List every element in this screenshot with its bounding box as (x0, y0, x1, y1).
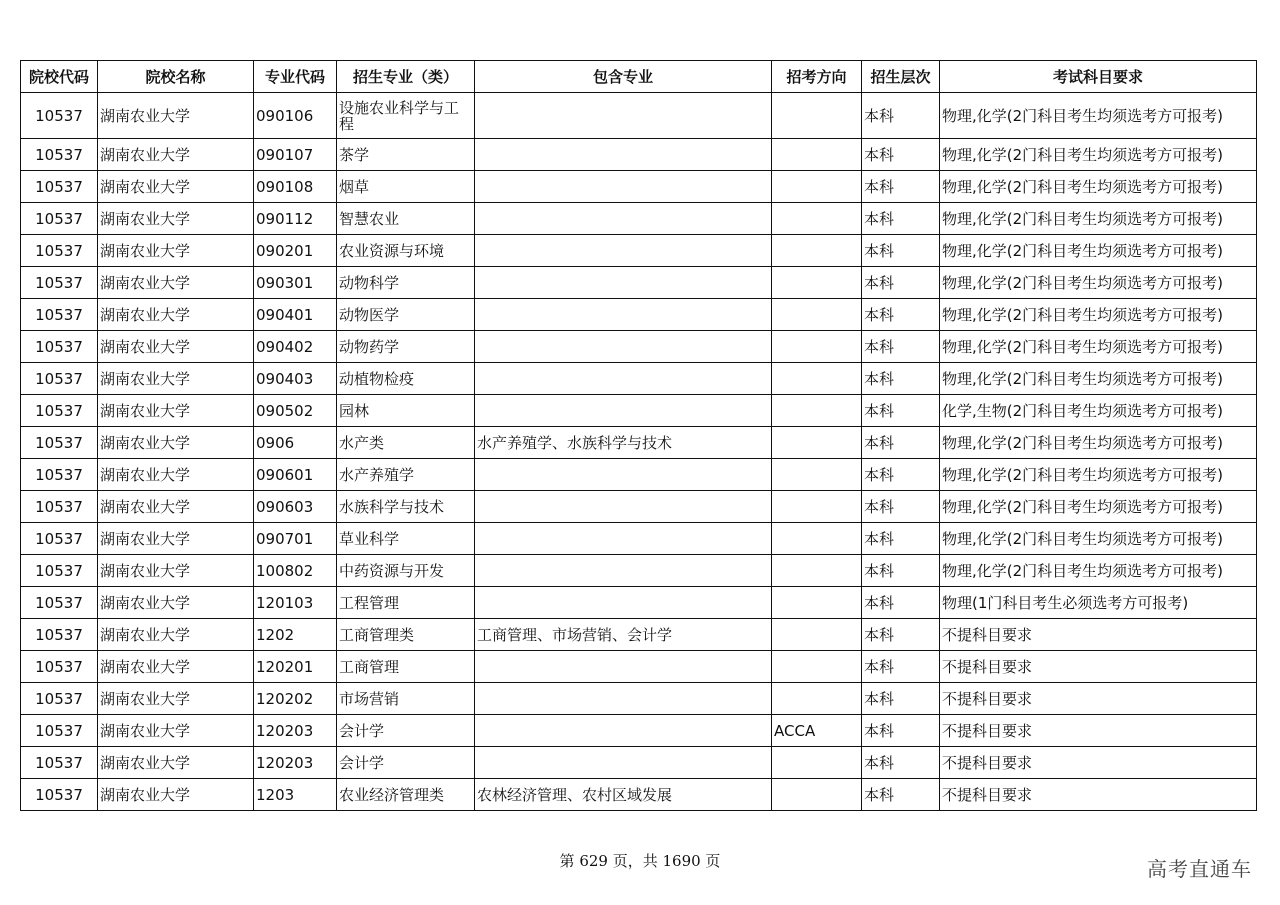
cell-subject-requirement: 物理,化学(2门科目考生均须选考方可报考) (940, 235, 1257, 267)
cell-direction (772, 523, 862, 555)
cell-subject-requirement: 物理,化学(2门科目考生均须选考方可报考) (940, 331, 1257, 363)
cell-included-majors (475, 683, 772, 715)
cell-included-majors (475, 267, 772, 299)
cell-major-name: 动物医学 (337, 299, 475, 331)
cell-major-code: 120103 (254, 587, 337, 619)
cell-direction (772, 427, 862, 459)
cell-direction (772, 459, 862, 491)
cell-school-name: 湖南农业大学 (98, 459, 254, 491)
table-row (21, 715, 1257, 747)
cell-school-code: 10537 (21, 299, 98, 331)
cell-subject-requirement: 物理,化学(2门科目考生均须选考方可报考) (940, 93, 1257, 139)
table-row (21, 395, 1257, 427)
table-row (21, 683, 1257, 715)
cell-major-code: 120203 (254, 715, 337, 747)
cell-major-code: 090402 (254, 331, 337, 363)
cell-major-name: 会计学 (337, 747, 475, 779)
cell-major-name: 农业经济管理类 (337, 779, 475, 811)
table-row (21, 93, 1257, 139)
cell-major-code: 1203 (254, 779, 337, 811)
cell-major-name: 动物科学 (337, 267, 475, 299)
cell-included-majors (475, 171, 772, 203)
header-major-name: 招生专业（类） (337, 61, 475, 93)
cell-school-name: 湖南农业大学 (98, 491, 254, 523)
cell-major-name: 烟草 (337, 171, 475, 203)
cell-school-name: 湖南农业大学 (98, 331, 254, 363)
cell-major-code: 090301 (254, 267, 337, 299)
cell-major-code: 090107 (254, 139, 337, 171)
cell-major-code: 090403 (254, 363, 337, 395)
cell-direction (772, 395, 862, 427)
cell-subject-requirement: 物理,化学(2门科目考生均须选考方可报考) (940, 555, 1257, 587)
cell-major-code: 090112 (254, 203, 337, 235)
cell-major-name: 设施农业科学与工程 (337, 93, 475, 139)
cell-level: 本科 (862, 715, 940, 747)
cell-major-code: 090601 (254, 459, 337, 491)
table-row (21, 779, 1257, 811)
cell-school-name: 湖南农业大学 (98, 93, 254, 139)
cell-direction (772, 235, 862, 267)
cell-major-name: 水产养殖学 (337, 459, 475, 491)
cell-direction: ACCA (772, 715, 862, 747)
cell-major-name: 动物药学 (337, 331, 475, 363)
cell-school-code: 10537 (21, 139, 98, 171)
cell-subject-requirement: 不提科目要求 (940, 683, 1257, 715)
cell-school-code: 10537 (21, 683, 98, 715)
cell-level: 本科 (862, 93, 940, 139)
cell-school-name: 湖南农业大学 (98, 715, 254, 747)
cell-direction (772, 619, 862, 651)
cell-subject-requirement: 不提科目要求 (940, 619, 1257, 651)
cell-school-name: 湖南农业大学 (98, 299, 254, 331)
watermark-logo-text: 高考直通车 (1147, 857, 1252, 881)
header-school-name: 院校名称 (98, 61, 254, 93)
cell-school-name: 湖南农业大学 (98, 779, 254, 811)
cell-direction (772, 203, 862, 235)
cell-direction (772, 683, 862, 715)
cell-included-majors (475, 93, 772, 139)
cell-included-majors (475, 395, 772, 427)
cell-school-code: 10537 (21, 491, 98, 523)
cell-major-code: 090108 (254, 171, 337, 203)
cell-level: 本科 (862, 267, 940, 299)
cell-included-majors (475, 651, 772, 683)
cell-school-code: 10537 (21, 363, 98, 395)
cell-school-code: 10537 (21, 587, 98, 619)
cell-subject-requirement: 物理,化学(2门科目考生均须选考方可报考) (940, 427, 1257, 459)
cell-included-majors (475, 715, 772, 747)
table-row (21, 331, 1257, 363)
cell-school-code: 10537 (21, 779, 98, 811)
cell-school-code: 10537 (21, 427, 98, 459)
cell-major-name: 农业资源与环境 (337, 235, 475, 267)
cell-included-majors: 农林经济管理、农村区域发展 (475, 779, 772, 811)
cell-direction (772, 331, 862, 363)
admission-table (20, 60, 1257, 811)
table-header (21, 61, 1257, 93)
cell-major-name: 动植物检疫 (337, 363, 475, 395)
cell-level: 本科 (862, 331, 940, 363)
cell-subject-requirement: 不提科目要求 (940, 747, 1257, 779)
cell-direction (772, 587, 862, 619)
cell-subject-requirement: 不提科目要求 (940, 715, 1257, 747)
cell-school-code: 10537 (21, 235, 98, 267)
cell-school-code: 10537 (21, 331, 98, 363)
cell-major-name: 中药资源与开发 (337, 555, 475, 587)
cell-subject-requirement: 物理,化学(2门科目考生均须选考方可报考) (940, 459, 1257, 491)
table-row (21, 139, 1257, 171)
cell-school-code: 10537 (21, 93, 98, 139)
cell-school-name: 湖南农业大学 (98, 523, 254, 555)
cell-school-code: 10537 (21, 555, 98, 587)
cell-subject-requirement: 物理,化学(2门科目考生均须选考方可报考) (940, 363, 1257, 395)
cell-major-code: 0906 (254, 427, 337, 459)
cell-included-majors (475, 491, 772, 523)
cell-level: 本科 (862, 747, 940, 779)
cell-direction (772, 747, 862, 779)
cell-school-name: 湖南农业大学 (98, 171, 254, 203)
cell-school-code: 10537 (21, 619, 98, 651)
table-row (21, 491, 1257, 523)
cell-school-code: 10537 (21, 395, 98, 427)
cell-major-code: 1202 (254, 619, 337, 651)
header-level: 招生层次 (862, 61, 940, 93)
cell-included-majors: 水产养殖学、水族科学与技术 (475, 427, 772, 459)
cell-major-name: 茶学 (337, 139, 475, 171)
cell-school-code: 10537 (21, 171, 98, 203)
header-included-majors: 包含专业 (475, 61, 772, 93)
cell-level: 本科 (862, 619, 940, 651)
cell-level: 本科 (862, 203, 940, 235)
cell-school-name: 湖南农业大学 (98, 267, 254, 299)
cell-included-majors (475, 523, 772, 555)
cell-school-name: 湖南农业大学 (98, 651, 254, 683)
header-subject-requirement: 考试科目要求 (940, 61, 1257, 93)
cell-direction (772, 491, 862, 523)
cell-level: 本科 (862, 651, 940, 683)
cell-direction (772, 555, 862, 587)
cell-school-code: 10537 (21, 459, 98, 491)
cell-school-code: 10537 (21, 715, 98, 747)
cell-level: 本科 (862, 139, 940, 171)
cell-school-name: 湖南农业大学 (98, 363, 254, 395)
cell-level: 本科 (862, 459, 940, 491)
cell-subject-requirement: 物理,化学(2门科目考生均须选考方可报考) (940, 171, 1257, 203)
cell-major-name: 园林 (337, 395, 475, 427)
cell-direction (772, 139, 862, 171)
cell-included-majors: 工商管理、市场营销、会计学 (475, 619, 772, 651)
cell-major-code: 090603 (254, 491, 337, 523)
cell-direction (772, 363, 862, 395)
cell-level: 本科 (862, 171, 940, 203)
table-row (21, 587, 1257, 619)
header-direction: 招考方向 (772, 61, 862, 93)
cell-major-code: 090502 (254, 395, 337, 427)
cell-school-name: 湖南农业大学 (98, 683, 254, 715)
table-row (21, 235, 1257, 267)
cell-major-name: 水产类 (337, 427, 475, 459)
cell-subject-requirement: 不提科目要求 (940, 651, 1257, 683)
cell-school-code: 10537 (21, 203, 98, 235)
cell-level: 本科 (862, 395, 940, 427)
cell-included-majors (475, 235, 772, 267)
table-row (21, 747, 1257, 779)
table-row (21, 299, 1257, 331)
cell-major-name: 水族科学与技术 (337, 491, 475, 523)
cell-subject-requirement: 物理(1门科目考生必须选考方可报考) (940, 587, 1257, 619)
cell-direction (772, 779, 862, 811)
cell-level: 本科 (862, 363, 940, 395)
cell-included-majors (475, 203, 772, 235)
cell-direction (772, 171, 862, 203)
cell-subject-requirement: 物理,化学(2门科目考生均须选考方可报考) (940, 139, 1257, 171)
table-row (21, 459, 1257, 491)
table-row (21, 619, 1257, 651)
cell-level: 本科 (862, 299, 940, 331)
cell-included-majors (475, 555, 772, 587)
cell-included-majors (475, 747, 772, 779)
cell-direction (772, 651, 862, 683)
table-row (21, 427, 1257, 459)
cell-major-name: 工商管理类 (337, 619, 475, 651)
cell-subject-requirement: 物理,化学(2门科目考生均须选考方可报考) (940, 203, 1257, 235)
cell-direction (772, 93, 862, 139)
header-major-code: 专业代码 (254, 61, 337, 93)
cell-school-name: 湖南农业大学 (98, 587, 254, 619)
cell-school-name: 湖南农业大学 (98, 395, 254, 427)
cell-major-code: 120202 (254, 683, 337, 715)
cell-direction (772, 299, 862, 331)
table-row (21, 555, 1257, 587)
cell-school-name: 湖南农业大学 (98, 747, 254, 779)
cell-included-majors (475, 299, 772, 331)
cell-level: 本科 (862, 779, 940, 811)
cell-major-code: 090401 (254, 299, 337, 331)
cell-level: 本科 (862, 491, 940, 523)
cell-major-name: 会计学 (337, 715, 475, 747)
cell-direction (772, 267, 862, 299)
cell-subject-requirement: 物理,化学(2门科目考生均须选考方可报考) (940, 523, 1257, 555)
cell-school-name: 湖南农业大学 (98, 555, 254, 587)
cell-major-name: 草业科学 (337, 523, 475, 555)
table-row (21, 203, 1257, 235)
cell-school-name: 湖南农业大学 (98, 203, 254, 235)
cell-subject-requirement: 物理,化学(2门科目考生均须选考方可报考) (940, 267, 1257, 299)
cell-level: 本科 (862, 523, 940, 555)
cell-major-name: 市场营销 (337, 683, 475, 715)
cell-included-majors (475, 331, 772, 363)
cell-major-code: 090201 (254, 235, 337, 267)
cell-major-code: 120203 (254, 747, 337, 779)
cell-major-name: 工程管理 (337, 587, 475, 619)
cell-major-code: 090701 (254, 523, 337, 555)
admission-table-wrapper (20, 60, 1257, 811)
table-row (21, 523, 1257, 555)
cell-level: 本科 (862, 683, 940, 715)
table-row (21, 363, 1257, 395)
header-row (21, 61, 1257, 93)
cell-included-majors (475, 139, 772, 171)
cell-subject-requirement: 物理,化学(2门科目考生均须选考方可报考) (940, 299, 1257, 331)
cell-school-code: 10537 (21, 267, 98, 299)
cell-school-name: 湖南农业大学 (98, 139, 254, 171)
cell-included-majors (475, 363, 772, 395)
page-number: 第 629 页，共 1690 页 (559, 852, 721, 870)
cell-major-code: 090106 (254, 93, 337, 139)
cell-school-code: 10537 (21, 747, 98, 779)
cell-major-name: 智慧农业 (337, 203, 475, 235)
cell-subject-requirement: 物理,化学(2门科目考生均须选考方可报考) (940, 491, 1257, 523)
cell-major-code: 120201 (254, 651, 337, 683)
table-row (21, 267, 1257, 299)
cell-included-majors (475, 459, 772, 491)
cell-level: 本科 (862, 555, 940, 587)
cell-level: 本科 (862, 587, 940, 619)
cell-school-name: 湖南农业大学 (98, 235, 254, 267)
cell-subject-requirement: 化学,生物(2门科目考生均须选考方可报考) (940, 395, 1257, 427)
table-row (21, 651, 1257, 683)
table-body (21, 93, 1257, 811)
cell-subject-requirement: 不提科目要求 (940, 779, 1257, 811)
header-school-code: 院校代码 (21, 61, 98, 93)
cell-school-name: 湖南农业大学 (98, 427, 254, 459)
cell-level: 本科 (862, 235, 940, 267)
cell-major-code: 100802 (254, 555, 337, 587)
cell-included-majors (475, 587, 772, 619)
cell-major-name: 工商管理 (337, 651, 475, 683)
cell-school-code: 10537 (21, 523, 98, 555)
cell-school-name: 湖南农业大学 (98, 619, 254, 651)
cell-level: 本科 (862, 427, 940, 459)
cell-school-code: 10537 (21, 651, 98, 683)
table-row (21, 171, 1257, 203)
